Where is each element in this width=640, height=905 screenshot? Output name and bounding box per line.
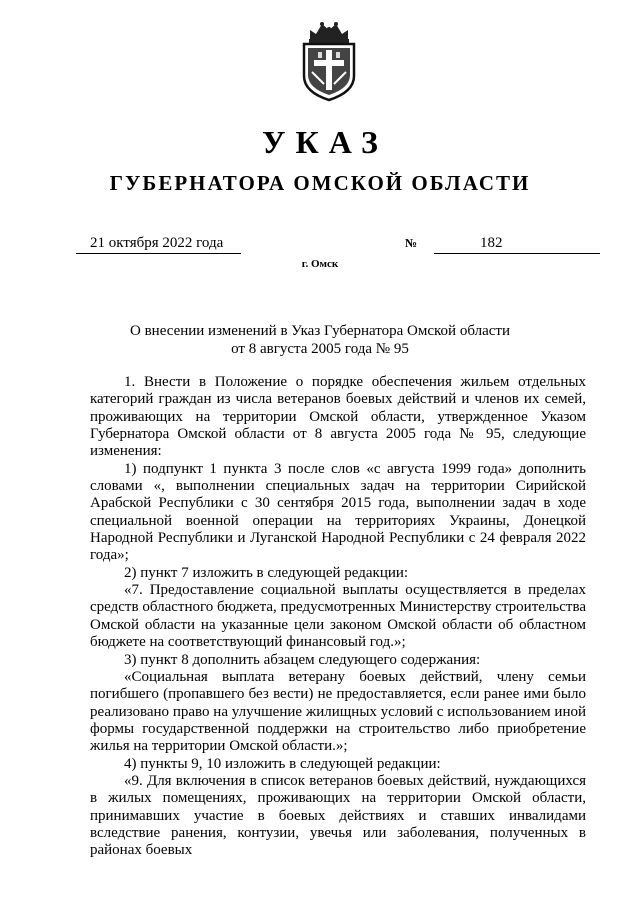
document-body [90,374,586,860]
document-number: 182 [434,233,600,254]
paragraph: 3) пункт 8 дополнить абзацем следующего содержания: [124,651,481,668]
paragraph: 1) подпункт 1 пункта 3 после слов «с августа 1999 года» дополнить словами «, выполнении специальных задач на территории Сирийской Арабской Республики с 30 сентября 2015 года, выполнении задач в ходе специальной военной операции на территориях Украины, Донецкой Народной Республики и Луганской Народной Республики с 24 февраля 2022 года»; [90,460,586,564]
paragraph: «Социальная выплата ветерану боевых действий, члену семьи погибшего (пропавшего без вести) не предоставляется, если ранее ими было реализовано право на улучшение жилищных условий с использованием иной формы государственной поддержки на строительство либо приобретение жилья на территории Омской области.»; [90,668,586,755]
paragraph: 1. Внести в Положение о порядке обеспечения жильем отдельных категорий граждан из числа ветеранов боевых действий и членов их семей, проживающих на территории Омской области, утвержденное Указом Губернатора Омской области от 8 августа 2005 года № 95, следующие изменения: [90,374,586,460]
omsk-coat-of-arms-icon [296,20,362,102]
document-subtitle: ГУБЕРНАТОРА ОМСКОЙ ОБЛАСТИ [109,171,531,195]
paragraph: «7. Предоставление социальной выплаты осуществляется в пределах средств областного бюджета, предусмотренных Министерству строительства Омской области на указанные цели законом Омской области об областном бюджете на соответствующий финансовый год.»; [90,582,586,651]
document-date: 21 октября 2022 года [76,233,241,254]
document-title: УКАЗ [262,124,388,160]
document-city: г. Омск [301,258,339,270]
paragraph: 2) пункт 7 изложить в следующей редакции: [124,564,409,581]
subject-line-2: от 8 августа 2005 года № 95 [231,341,409,357]
subject-line-1: О внесении изменений в Указ Губернатора Омской области [130,323,510,339]
number-label: № [405,236,418,250]
document-subject [0,322,640,358]
paragraph: 4) пункты 9, 10 изложить в следующей редакции: [124,755,441,772]
paragraph: «9. Для включения в список ветеранов боевых действий, нуждающихся в жилых помещениях, проживающих на территории Омской области, принимавших участие в боевых действиях и ставших инвалидами вследствие ранения, контузии, увечья или заболевания, полученных в районах боевых [90,772,586,859]
